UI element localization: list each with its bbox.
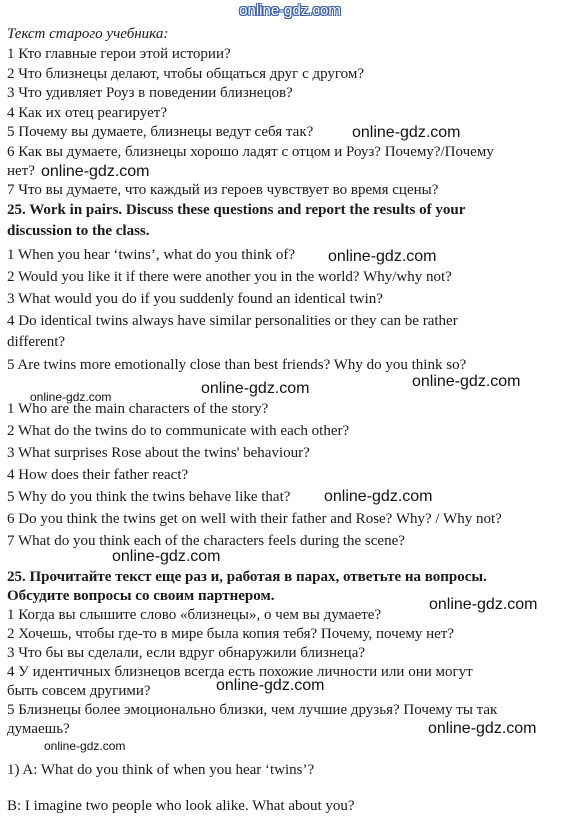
task25-en-heading-line1: 25. Work in pairs. Discuss these questions and report the results of your (7, 202, 466, 218)
ru-discussion-1: 1 Когда вы слышите слово «близнецы», о чем вы думаете? (7, 607, 382, 623)
en-discussion-4-cont: different? (7, 334, 66, 350)
en-story-3: 3 What surprises Rose about the twins' behaviour? (7, 445, 310, 461)
en-story-1: 1 Who are the main characters of the story? (7, 401, 269, 417)
watermark: online-gdz.com (112, 548, 221, 565)
dialogue-line-b: B: I imagine two people who look alike. What about you? (7, 798, 355, 814)
watermark-top: online-gdz.com (239, 2, 341, 19)
ru-discussion-3: 3 Что бы вы сделали, если вдруг обнаружили близнеца? (7, 645, 366, 661)
en-story-7: 7 What do you think each of the characters feels during the scene? (7, 533, 405, 549)
ru-question-6: 6 Как вы думаете, близнецы хорошо ладят с отцом и Роуз? Почему?/Почему (7, 144, 494, 160)
dialogue-line-a: 1) A: What do you think of when you hear ‘twins’? (7, 762, 315, 778)
watermark: online-gdz.com (30, 390, 112, 404)
watermark: online-gdz.com (324, 488, 433, 505)
en-story-6: 6 Do you think the twins get on well with their father and Rose? Why? / Why not? (7, 511, 502, 527)
watermark: online-gdz.com (201, 380, 310, 397)
watermark: online-gdz.com (216, 677, 325, 694)
watermark: online-gdz.com (429, 596, 538, 613)
ru-question-2: 2 Что близнецы делают, чтобы общаться друг с другом? (7, 66, 365, 82)
ru-discussion-4-cont: быть совсем другими? (7, 683, 151, 699)
ru-discussion-4: 4 У идентичных близнецов всегда есть похожие личности или они могут (7, 664, 473, 680)
ru-question-3: 3 Что удивляет Роуз в поведении близнецов? (7, 85, 293, 101)
en-story-4: 4 How does their father react? (7, 467, 189, 483)
ru-discussion-2: 2 Хочешь, чтобы где-то в мире была копия тебя? Почему, почему нет? (7, 626, 454, 642)
ru-question-4: 4 Как их отец реагирует? (7, 105, 167, 121)
ru-question-6-cont: нет? (7, 163, 35, 179)
en-story-2: 2 What do the twins do to communicate with each other? (7, 423, 350, 439)
en-discussion-1: 1 When you hear ‘twins’, what do you think of? (7, 247, 295, 263)
watermark: online-gdz.com (328, 248, 437, 265)
watermark: online-gdz.com (41, 163, 150, 180)
ru-question-5: 5 Почему вы думаете, близнецы ведут себя так? (7, 124, 314, 140)
ru-question-7: 7 Что вы думаете, что каждый из героев чувствует во время сцены? (7, 182, 439, 198)
en-discussion-2: 2 Would you like it if there were another you in the world? Why/why not? (7, 269, 452, 285)
ru-question-1: 1 Кто главные герои этой истории? (7, 46, 231, 62)
watermark: online-gdz.com (44, 739, 126, 753)
watermark: online-gdz.com (428, 720, 537, 737)
en-discussion-5: 5 Are twins more emotionally close than best friends? Why do you think so? (7, 357, 467, 373)
ru-discussion-5-cont: думаешь? (7, 721, 70, 737)
task25-en-heading-line2: discussion to the class. (7, 223, 150, 239)
en-discussion-3: 3 What would you do if you suddenly found an identical twin? (7, 291, 383, 307)
en-discussion-4: 4 Do identical twins always have similar personalities or they can be rather (7, 313, 458, 329)
old-textbook-title: Текст старого учебника: (7, 26, 169, 42)
ru-discussion-5: 5 Близнецы более эмоционально близки, чем лучшие друзья? Почему ты так (7, 702, 498, 718)
task25-ru-heading-line1: 25. Прочитайте текст еще раз и, работая в парах, ответьте на вопросы. (7, 569, 487, 585)
task25-ru-heading-line2: Обсудите вопросы со своим партнером. (7, 588, 275, 604)
watermark: online-gdz.com (412, 373, 521, 390)
watermark: online-gdz.com (352, 124, 461, 141)
en-story-5: 5 Why do you think the twins behave like that? (7, 489, 291, 505)
